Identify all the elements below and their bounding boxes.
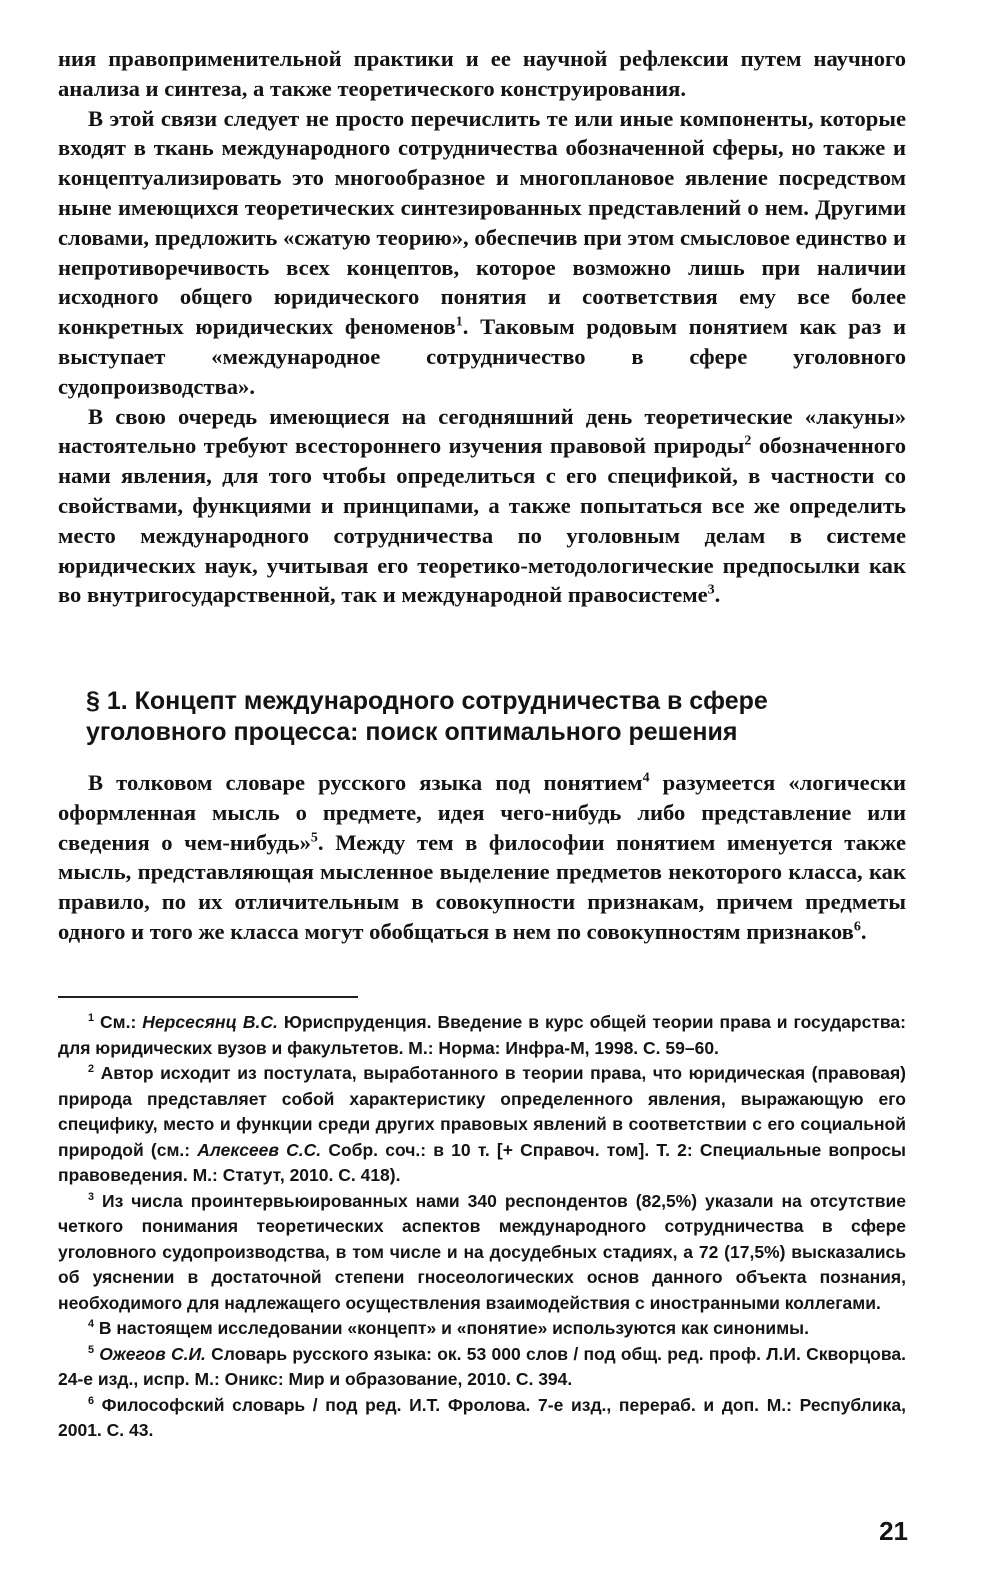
paragraph-definition: В толковом словаре русского языка под понятием$^4$ разумеется «логически оформленная мысль о предмете, идея чего-нибудь либо представление или сведения о чем-нибудь»$^5$. Между тем в философии понятием именуется также мысль, представляющая мысленное выделение предметов некоторого класса, как правило, по их отличительным в совокупности признакам, причем предметы одного и того же класса могут обобщаться в нем по совокупностям признаков$^6$. bbox=[58, 770, 906, 944]
footnote-ref-5[interactable]: 5 bbox=[310, 830, 318, 846]
page-number: 21 bbox=[879, 1516, 908, 1546]
footnote-ref-3[interactable]: 3 bbox=[707, 582, 715, 598]
footnote-6: $^6$ Философский словарь / под ред. И.Т. Фролова. 7-е изд., перераб. и доп. М.: Республика, 2001. С. 43. bbox=[58, 1394, 906, 1440]
footnote-1: $^1$ См.: Нерсесянц В.С. Юриспруденция. Введение в курс общей теории права и государства: для юридических вузов и факультетов. М.: Норма: Инфра-М, 1998. С. 59–60. bbox=[58, 1012, 906, 1058]
paragraph-concept-theory: В этой связи следует не просто перечислить те или иные компоненты, которые входят в ткань международного сотрудничества обозначенной сферы, но также и концептуализировать это многообразное и многоплановое явление посредством ныне имеющихся теоретических синтезированных представлений о нем. Другими словами, предложить «сжатую теорию», обеспечив при этом смысловое единство и непротиворечивость всех концептов, которое возможно лишь при наличии исходного общего юридического понятия и соответствия ему все более конкретных юридических феноменов$^1$. Таковым родовым понятием как раз и выступает «международное сотрудничество в сфере уголовного судопроизводства». bbox=[58, 105, 906, 399]
paragraph-lacunae: В свою очередь имеющиеся на сегодняшний день теоретические «лакуны» настоятельно требуют всестороннего изучения правовой природы$^2$ обозначенного нами явления, для того чтобы определиться с его спецификой, в частности со свойствами, функциями и принципами, а также попытаться все же определить место международного сотрудничества по уголовным делам в системе юридических наук, учитывая его теоретико-методологические предпосылки как во внутригосударственной, так и международной правосистеме$^3$. bbox=[58, 403, 906, 608]
section-heading: § 1. Концепт международного сотрудничества в сфере уголовного процесса: поиск оптимального решения bbox=[86, 687, 768, 746]
footnote-2: $^2$ Автор исходит из постулата, выработанного в теории права, что юридическая (правовая) природа представляет собой характеристику определенного явления, выражающую его специфику, место и функции среди других правовых явлений в соответствии с его социальной природой (см.: Алексеев С.С. Собр. соч.: в 10 т. [+ Справоч. том]. Т. 2: Специальные вопросы правоведения. М.: Статут, 2010. С. 418). bbox=[58, 1063, 906, 1185]
footnote-ref-1[interactable]: 1 bbox=[455, 314, 463, 330]
section-text bbox=[58, 768, 906, 947]
footnote-ref-2[interactable]: 2 bbox=[744, 433, 752, 449]
footnote-4: $^4$ В настоящем исследовании «концепт» и «понятие» используются как синонимы. bbox=[88, 1318, 809, 1338]
footnote-ref-6[interactable]: 6 bbox=[853, 919, 861, 935]
paragraph-continuation: ния правоприменительной практики и ее научной рефлексии путем научного анализа и синтеза, а также теоретического конструирования. bbox=[58, 46, 906, 101]
footnote-ref-4[interactable]: 4 bbox=[642, 770, 650, 786]
intro-text bbox=[58, 44, 906, 610]
footnotes bbox=[58, 1010, 906, 1444]
footnote-divider bbox=[58, 996, 358, 998]
footnote-3: $^3$ Из числа проинтервьюированных нами 340 респондентов (82,5%) указали на отсутствие четкого понимания теоретических аспектов международного сотрудничества в сфере уголовного судопроизводства, в том числе и на досудебных стадиях, а 72 (17,5%) высказались об уяснении в достаточной степени гносеологических основ данного объекта познания, необходимого для надлежащего осуществления взаимодействия с иностранными коллегами. bbox=[58, 1190, 906, 1313]
footnote-5: $^5$ Ожегов С.И. Словарь русского языка: ок. 53 000 слов / под общ. ред. проф. Л.И. Скворцова. 24-е изд., испр. М.: Оникс: Мир и образование, 2010. С. 394. bbox=[58, 1343, 906, 1389]
